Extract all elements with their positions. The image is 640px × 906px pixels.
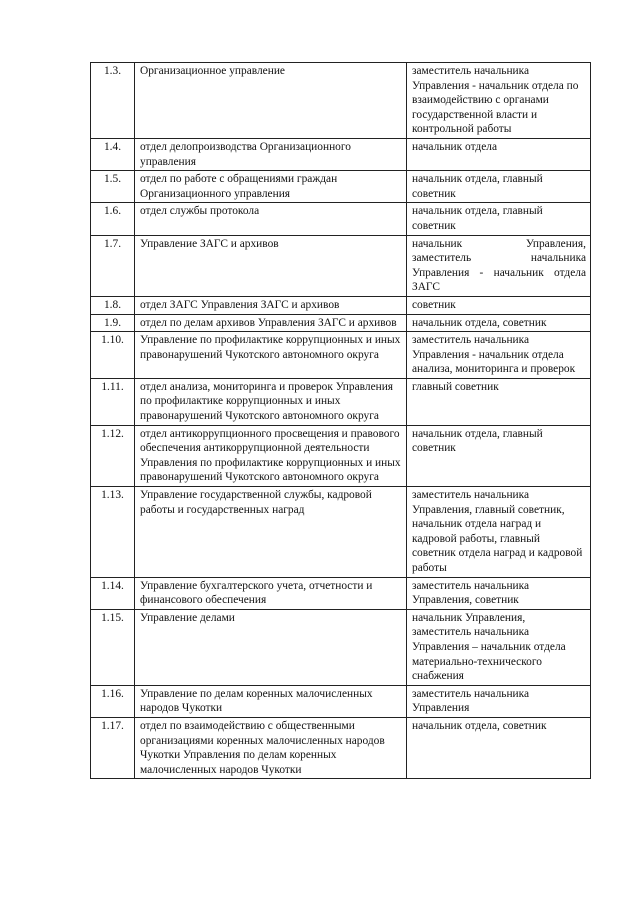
positions-list: заместитель начальника Управления, советник <box>407 577 591 609</box>
unit-name: отдел делопроизводства Организационного управления <box>135 138 407 170</box>
row-number: 1.3. <box>91 63 135 139</box>
unit-name: отдел антикоррупционного просвещения и правового обеспечения антикоррупционной деятельности Управления по профилактике коррупционных и иных правонарушений Чукотского автономного округа <box>135 425 407 486</box>
table-row <box>91 609 591 685</box>
row-number: 1.5. <box>91 171 135 203</box>
unit-name: Управление по делам коренных малочисленных народов Чукотки <box>135 685 407 717</box>
table-row <box>91 425 591 486</box>
row-number: 1.13. <box>91 487 135 578</box>
positions-list: начальник отдела <box>407 138 591 170</box>
positions-list: заместитель начальника Управления - начальник отдела по взаимодействию с органами государственной власти и контрольной работы <box>407 63 591 139</box>
unit-name: Управление государственной службы, кадровой работы и государственных наград <box>135 487 407 578</box>
unit-name: Управление делами <box>135 609 407 685</box>
row-number: 1.9. <box>91 314 135 332</box>
unit-name: отдел по работе с обращениями граждан Организационного управления <box>135 171 407 203</box>
table-row <box>91 63 591 139</box>
row-number: 1.6. <box>91 203 135 235</box>
unit-name: отдел службы протокола <box>135 203 407 235</box>
positions-table <box>90 62 591 779</box>
table-row <box>91 332 591 379</box>
positions-list: начальник отдела, советник <box>407 717 591 778</box>
row-number: 1.16. <box>91 685 135 717</box>
positions-list: начальник отдела, главный советник <box>407 203 591 235</box>
table-row <box>91 717 591 778</box>
row-number: 1.14. <box>91 577 135 609</box>
table-row <box>91 577 591 609</box>
table-row <box>91 378 591 425</box>
unit-name: отдел по делам архивов Управления ЗАГС и архивов <box>135 314 407 332</box>
positions-list: начальник отдела, главный советник <box>407 171 591 203</box>
positions-list: заместитель начальника Управления - начальник отдела анализа, мониторинга и проверок <box>407 332 591 379</box>
row-number: 1.12. <box>91 425 135 486</box>
table-row <box>91 235 591 296</box>
positions-list: заместитель начальника Управления <box>407 685 591 717</box>
positions-table-body <box>91 63 591 779</box>
positions-list: начальник отдела, советник <box>407 314 591 332</box>
unit-name: Управление ЗАГС и архивов <box>135 235 407 296</box>
row-number: 1.15. <box>91 609 135 685</box>
unit-name: отдел анализа, мониторинга и проверок Управления по профилактике коррупционных и иных правонарушений Чукотского автономного округа <box>135 378 407 425</box>
positions-list: советник <box>407 296 591 314</box>
table-row <box>91 171 591 203</box>
row-number: 1.17. <box>91 717 135 778</box>
unit-name: Управление по профилактике коррупционных и иных правонарушений Чукотского автономного округа <box>135 332 407 379</box>
table-row <box>91 203 591 235</box>
row-number: 1.7. <box>91 235 135 296</box>
table-row <box>91 685 591 717</box>
unit-name: отдел ЗАГС Управления ЗАГС и архивов <box>135 296 407 314</box>
row-number: 1.8. <box>91 296 135 314</box>
unit-name: Управление бухгалтерского учета, отчетности и финансового обеспечения <box>135 577 407 609</box>
unit-name: Организационное управление <box>135 63 407 139</box>
positions-list: главный советник <box>407 378 591 425</box>
row-number: 1.4. <box>91 138 135 170</box>
table-row <box>91 487 591 578</box>
positions-list: заместитель начальника Управления, главный советник, начальник отдела наград и кадровой работы, главный советник отдела наград и кадровой работы <box>407 487 591 578</box>
positions-list: начальник Управления, заместитель начальника Управления – начальник отдела материально-технического снабжения <box>407 609 591 685</box>
row-number: 1.10. <box>91 332 135 379</box>
table-row <box>91 314 591 332</box>
positions-list: начальник отдела, главный советник <box>407 425 591 486</box>
row-number: 1.11. <box>91 378 135 425</box>
unit-name: отдел по взаимодействию с общественными организациями коренных малочисленных народов Чукотки Управления по делам коренных малочисленных народов Чукотки <box>135 717 407 778</box>
table-row <box>91 138 591 170</box>
table-row <box>91 296 591 314</box>
positions-list: начальник Управления, заместитель начальника Управления - начальник отдела ЗАГС <box>407 235 591 296</box>
